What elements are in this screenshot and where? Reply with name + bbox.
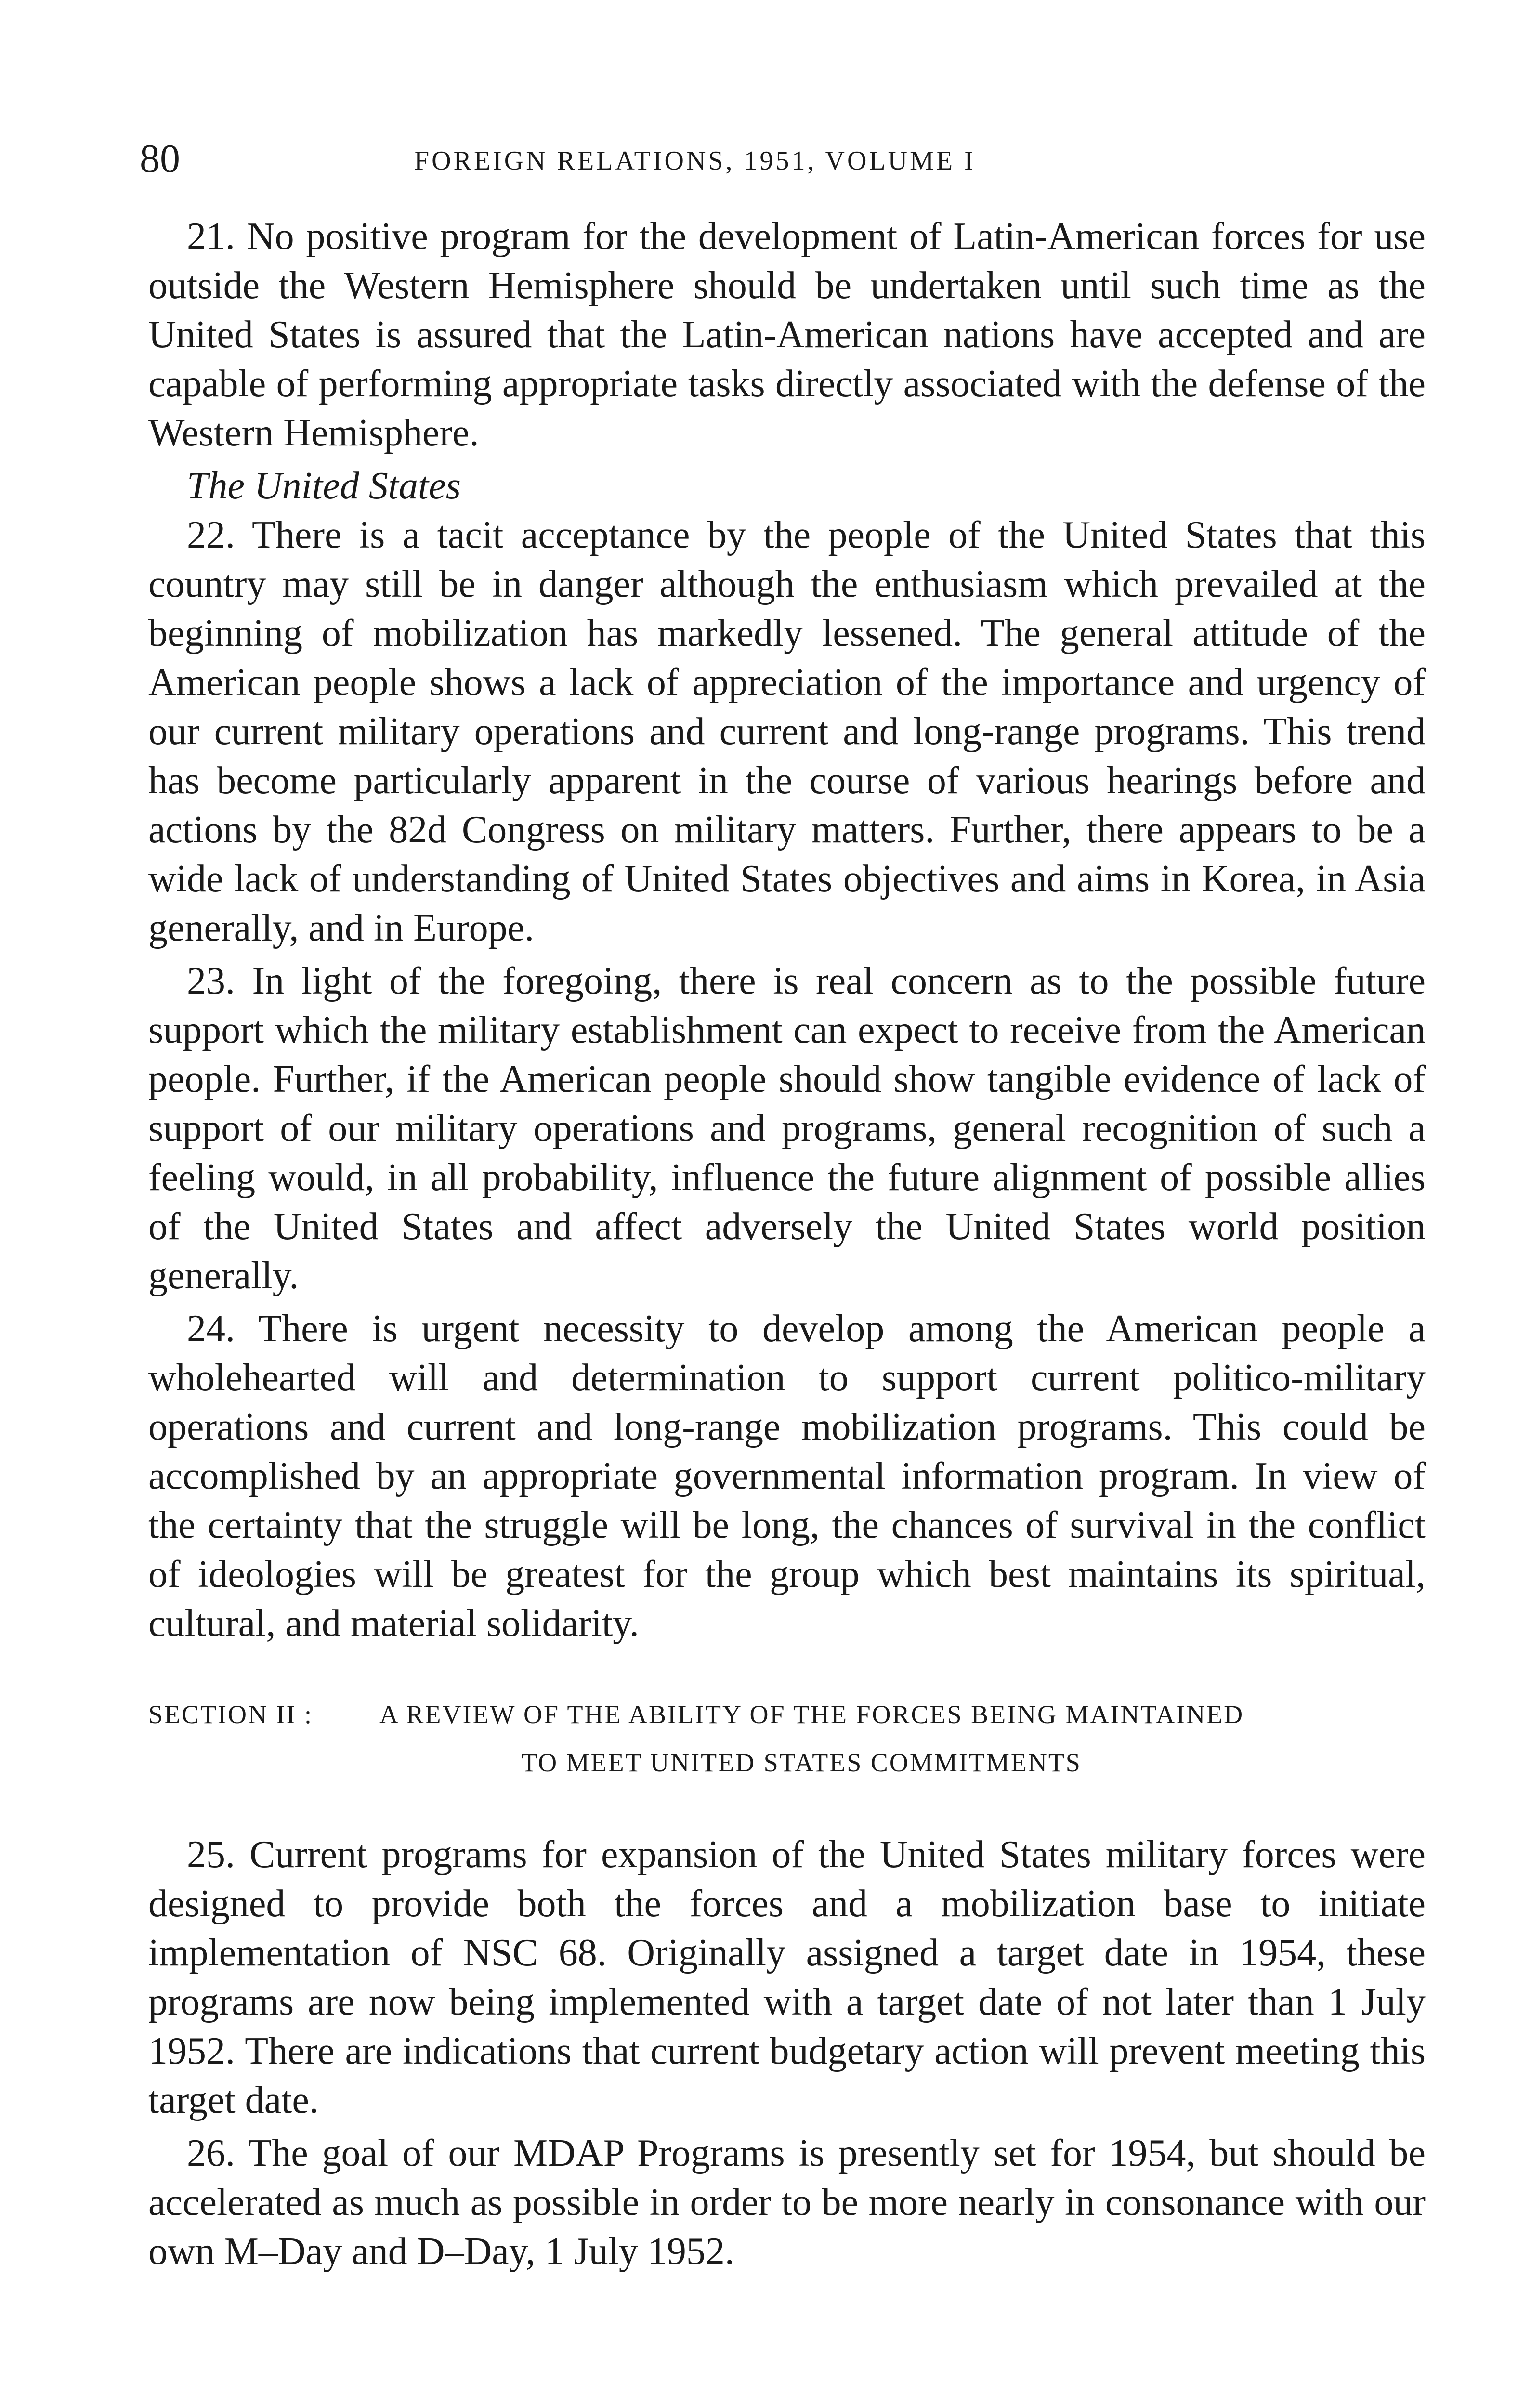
paragraph-21: 21. No positive program for the development of Latin-American forces for use outside the Western Hemisphere should be undertaken until such time as the United States is assured that the Latin-American nations have accepted and are capable of performing appropriate tasks directly associated with the defense of the Western Hemisphere. (148, 215, 1426, 454)
subhead-united-states: The United States (187, 465, 461, 507)
body-text (148, 212, 1426, 2280)
page-header (140, 130, 1430, 188)
section-heading (148, 1690, 1426, 1787)
paragraph-23: 23. In light of the foregoing, there is real concern as to the possible future support which the military establishment can expect to receive from the American people. Further, if the American people should show tangible evidence of lack of support of our military operations and programs, general recognition of such a feeling would, in all probability, influence the future alignment of possible allies of the United States and affect adversely the United States world position generally. (148, 960, 1426, 1297)
section-title-line2: TO MEET UNITED STATES COMMITMENTS (521, 1748, 1082, 1777)
paragraph-22: 22. There is a tacit acceptance by the people of the United States that this country may still be in danger although the enthusiasm which prevailed at the beginning of mobilization has markedly lessened. The general attitude of the American people shows a lack of appreciation of the importance and urgency of our current military operations and current and long-range programs. This trend has become particularly apparent in the course of various hearings before and actions by the 82d Congress on military matters. Further, there appears to be a wide lack of understanding of United States objectives and aims in Korea, in Asia generally, and in Europe. (148, 514, 1426, 949)
section-label: SECTION II : (148, 1700, 313, 1729)
paragraph-24: 24. There is urgent necessity to develop among the American people a wholehearted will and determination to support current politico-military operations and current and long-range mobilization programs. This could be accomplished by an appropriate governmental information program. In view of the certainty that the struggle will be long, the chances of survival in the conflict of ideologies will be greatest for the group which best maintains its spiritual, cultural, and material solidarity. (148, 1308, 1426, 1645)
running-head: FOREIGN RELATIONS, 1951, VOLUME I (414, 146, 976, 176)
page-number: 80 (140, 136, 180, 181)
section-title-line1: A REVIEW OF THE ABILITY OF THE FORCES BEING MAINTAINED (380, 1700, 1244, 1729)
paragraph-26: 26. The goal of our MDAP Programs is presently set for 1954, but should be accelerated as much as possible in order to be more nearly in consonance with our own M–Day and D–Day, 1 July 1952. (148, 2132, 1426, 2273)
paragraph-25: 25. Current programs for expansion of the United States military forces were designed to provide both the forces and a mobilization base to initiate implementation of NSC 68. Originally assigned a target date in 1954, these programs are now being implemented with a target date of not later than 1 July 1952. There are indications that current budgetary action will prevent meeting this target date. (148, 1833, 1426, 2121)
